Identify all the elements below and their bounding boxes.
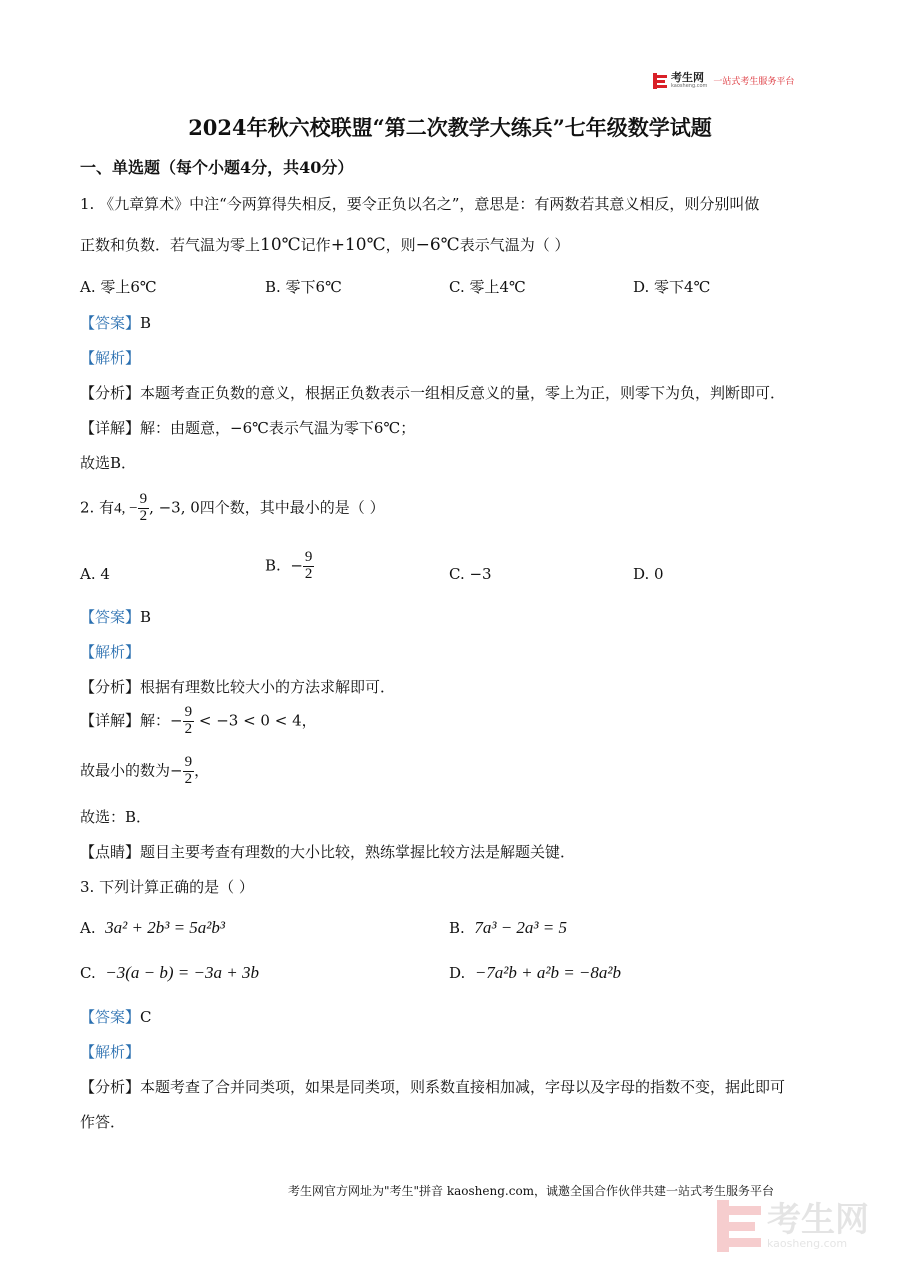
- q3-fenxi-line2: 作答．: [80, 1113, 126, 1131]
- q2-answer: 【答案】B: [80, 608, 152, 626]
- q2-option-b: B. − $\frac{9}{2}$: [265, 549, 313, 582]
- logo-name: 考生网: [671, 71, 704, 84]
- watermark-url: kaosheng.com: [767, 1237, 848, 1250]
- q1-option-d: D. 零下4℃: [633, 278, 711, 296]
- q2-dianjing: 【点睛】题目主要考查有理数的大小比较，熟练掌握比较方法是解题关键．: [80, 843, 576, 861]
- q1-analysis-tag: 【解析】: [80, 349, 141, 367]
- q1-stem-line2: 正数和负数．若气温为零上10℃记作+10℃，则−6℃表示气温为（ ）: [80, 235, 570, 255]
- q3-option-a: A. 3a² + 2b³ = 5a²b³: [80, 918, 225, 937]
- watermark-name: 考生网: [767, 1200, 869, 1240]
- q2-stem: 2. 有4, − $\frac{9}{2}$ , −3, 0四个数，其中最小的是（ ）: [80, 491, 385, 524]
- q1-detail: 【详解】解：由题意，−6℃表示气温为零下6℃；: [80, 419, 416, 437]
- q1-stem-line1: 1. 《九章算术》中注“今两算得失相反，要令正负以名之”，意思是：有两数若其意义相反，则分别叫做: [80, 195, 760, 213]
- kaosheng-logo-icon: [653, 73, 667, 89]
- q2-detail: 【详解】解：− $\frac{9}{2}$ < −3 < 0 < 4，: [80, 704, 317, 737]
- footer-text: 考生网官方网址为"考生"拼音 kaosheng.com，诚邀全国合作伙伴共建一站式考生服务平台: [288, 1184, 775, 1198]
- q1-option-c: C. 零上4℃: [449, 278, 526, 296]
- q1-answer: 【答案】B: [80, 314, 152, 332]
- watermark-logo-icon: [717, 1200, 761, 1252]
- q1-fenxi: 【分析】本题考查正负数的意义，根据正负数表示一组相反意义的量，零上为正，则零下为负，判断即可．: [80, 384, 786, 402]
- q2-fenxi: 【分析】根据有理数比较大小的方法求解即可．: [80, 678, 396, 696]
- q3-option-c: C. −3(a − b) = −3a + 3b: [80, 963, 259, 982]
- q3-option-b: B. 7a³ − 2a³ = 5: [449, 918, 567, 937]
- q3-stem: 3. 下列计算正确的是（ ）: [80, 878, 254, 896]
- q1-option-b: B. 零下6℃: [265, 278, 342, 296]
- q1-conclusion: 故选B．: [80, 454, 137, 472]
- q2-option-d: D. 0: [633, 565, 664, 583]
- q2-analysis-tag: 【解析】: [80, 643, 141, 661]
- section-heading: 一、单选题（每个小题4分，共40分）: [80, 158, 354, 177]
- q2-min: 故最小的数为− $\frac{9}{2}$ ，: [80, 754, 210, 787]
- logo-slogan: 一站式考生服务平台: [713, 77, 795, 87]
- q3-fenxi-line1: 【分析】本题考查了合并同类项，如果是同类项，则系数直接相加减，字母以及字母的指数不变，据此即可: [80, 1078, 786, 1096]
- q3-analysis-tag: 【解析】: [80, 1043, 141, 1061]
- q2-option-c: C. −3: [449, 565, 492, 583]
- page-title: 2024年秋六校联盟“第二次教学大练兵”七年级数学试题: [188, 115, 712, 140]
- logo-url: kaosheng.com: [671, 83, 708, 89]
- q1-option-a: A. 零上6℃: [80, 278, 157, 296]
- q3-option-d: D. −7a²b + a²b = −8a²b: [449, 963, 621, 982]
- q2-option-a: A. 4: [80, 565, 110, 583]
- watermark: [717, 1200, 869, 1252]
- header-logo: [653, 72, 794, 89]
- q2-fraction: $\frac{9}{2}$: [139, 491, 148, 524]
- q3-answer: 【答案】C: [80, 1008, 152, 1026]
- q2-conclusion: 故选：B．: [80, 808, 152, 826]
